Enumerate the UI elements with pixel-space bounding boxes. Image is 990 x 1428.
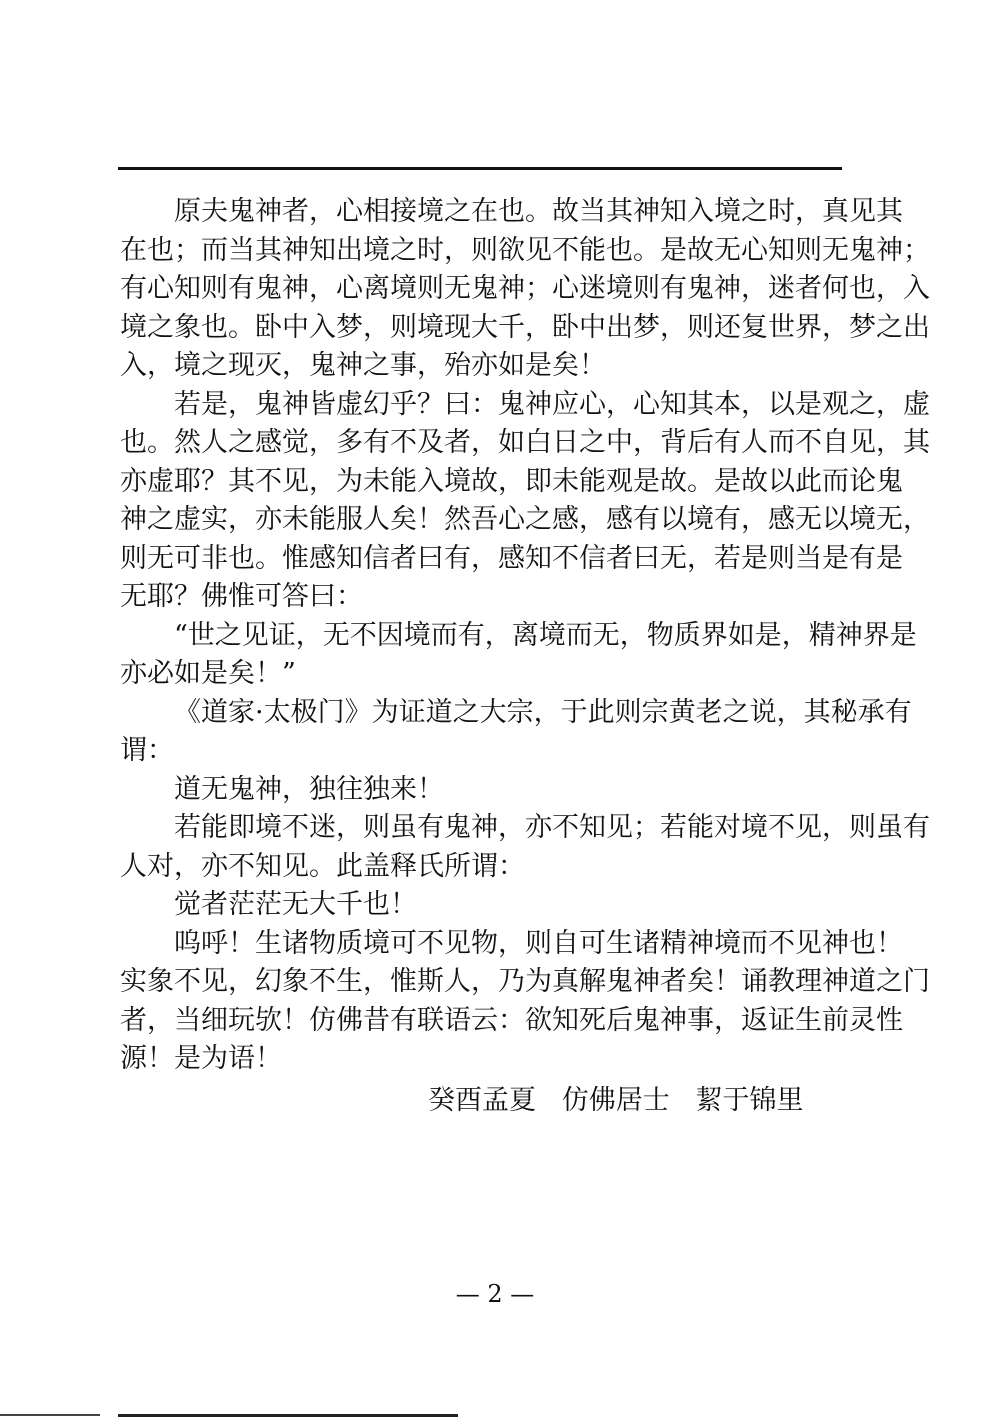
body-text [120, 193, 930, 1079]
paragraph [120, 694, 912, 771]
paragraph [120, 386, 930, 617]
text-line: 境之象也。卧中入梦，则境现大千，卧中出梦，则还复世界，梦之出 [120, 311, 930, 343]
text-line: 则无可非也。惟感知信者曰有，感知不信者曰无，若是则当是有是 [120, 542, 903, 574]
header-rule [118, 167, 842, 170]
footer-rule [118, 1414, 458, 1417]
text-line: 谓： [120, 735, 174, 766]
paragraph [120, 809, 930, 886]
text-line: 若能即境不迷，则虽有鬼神，亦不知见；若能对境不见，则虽有 [174, 812, 930, 843]
text-line: 若是，鬼神皆虚幻乎？曰：鬼神应心，心知其本，以是观之，虚 [174, 388, 930, 420]
text-line: 源！是为语！ [120, 1043, 282, 1074]
paragraph [120, 771, 842, 810]
page-number: — 2 — [455, 1280, 535, 1308]
text-line: 在也；而当其神知出境之时，则欲见不能也。是故无心知则无鬼神； [120, 234, 930, 266]
text-line: 实象不见，幻象不生，惟斯人，乃为真解鬼神者矣！诵教理神道之门 [120, 966, 930, 997]
text-line: 也。然人之感觉，多有不及者，如白日之中，背后有人而不自见，其 [120, 427, 930, 458]
text-line: 神之虚实，亦未能服人矣！然吾心之感，感有以境有，感无以境无， [120, 504, 930, 535]
text-line: 《道家·太极门》为证道之大宗，于此则宗黄老之说，其秘承有 [174, 696, 912, 728]
text-line: 呜呼！生诸物质境可不见物，则自可生诸精神境而不见神也！ [174, 927, 903, 959]
text-line: 原夫鬼神者，心相接境之在也。故当其神知入境之时，真见其 [174, 196, 903, 227]
text-line: 道无鬼神，独往独来！ [174, 773, 444, 805]
text-line: 者，当细玩欤！仿佛昔有联语云：欲知死后鬼神事，返证生前灵性 [120, 1004, 903, 1036]
text-line: 觉者茫茫无大千也！ [174, 889, 417, 920]
signature-line: 癸酉孟夏 仿佛居士 絜于锦里 [428, 1085, 804, 1116]
paragraph [120, 886, 842, 925]
text-line: 入，境之现灭，鬼神之事，殆亦如是矣！ [120, 350, 606, 381]
paragraph [120, 925, 930, 1079]
paragraph [120, 193, 930, 386]
text-line: “世之见证，无不因境而有，离境而无，物质界如是，精神界是 [174, 619, 917, 651]
footer-rule-left [0, 1414, 100, 1416]
text-line: 有心知则有鬼神，心离境则无鬼神；心迷境则有鬼神，迷者何也，入 [120, 273, 930, 304]
text-line: 无耶？佛惟可答曰： [120, 581, 363, 612]
text-line: 亦必如是矣！” [120, 658, 296, 689]
paragraph [120, 617, 917, 694]
text-line: 人对，亦不知见。此盖释氏所谓： [120, 850, 525, 882]
text-line: 亦虚耶？其不见，为未能入境故，即未能观是故。是故以此而论鬼 [120, 465, 903, 497]
